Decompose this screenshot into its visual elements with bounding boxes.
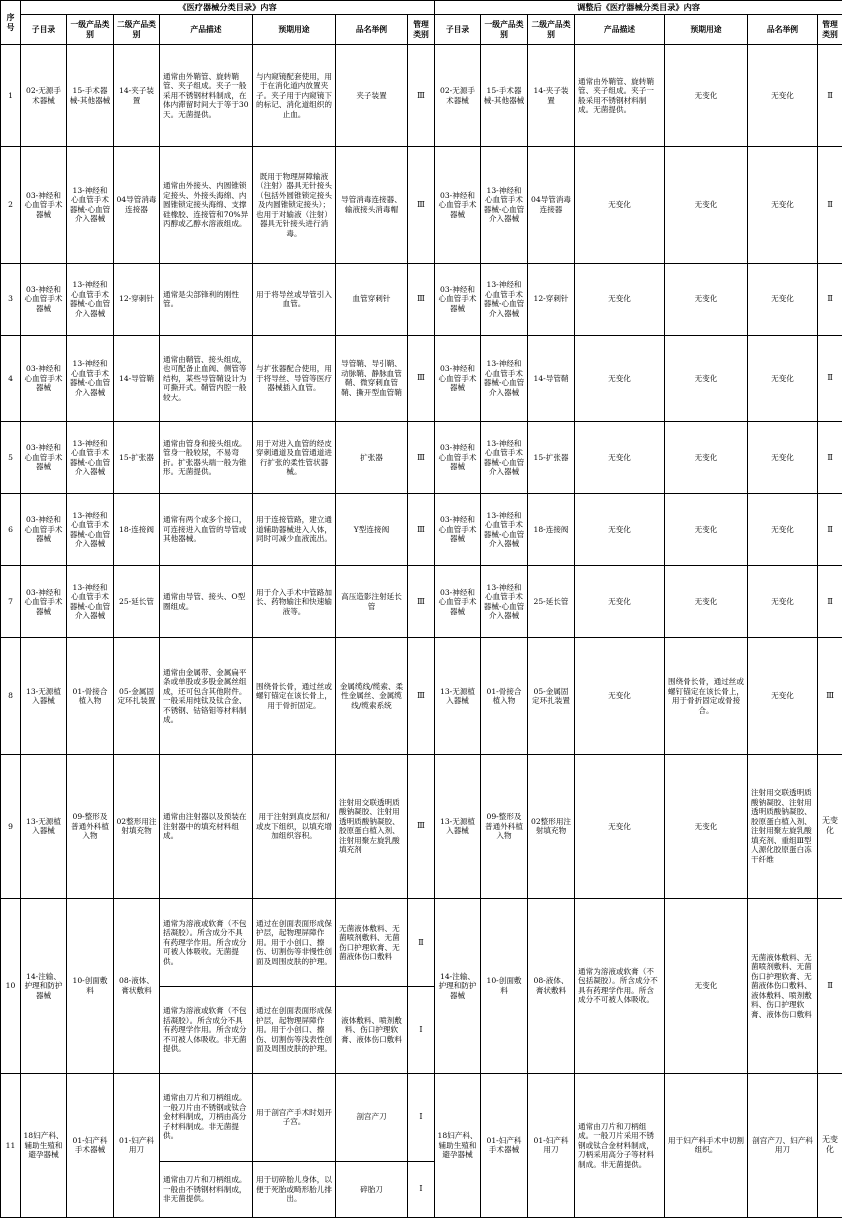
cell-sub-catalog: 13-无源植入器械: [21, 638, 67, 754]
cell-name-examples: 碎胎刀: [336, 1161, 408, 1217]
cell-intended-use: 通过在创面表面形成保护层，起物理屏障作用。用于小创口、擦伤、切割伤等非慢性创面及周围皮肤的护理。: [253, 899, 336, 987]
row-seq: 9: [1, 754, 21, 898]
cell-name-examples: 导管鞘、导引鞘、动脉鞘、静脉血管鞘、微穿刺血管鞘、撕开型血管鞘: [336, 335, 408, 421]
cell-intended-use: 用于连接管路，建立通道辅助器械进入人体，同时可减少血液流出。: [253, 494, 336, 566]
cell-adj-description: 通常由刀片和刀柄组成。一般刀片采用不锈钢或钛合金材料制成，刀柄采用高分子等材料制成。非无菌提供。: [575, 1073, 665, 1217]
cell-management-class: Ⅰ: [408, 987, 435, 1073]
cell-description: 通常由外接头、内圆锥锁定接头、外接头海绵、内圆锥锁定接头海绵、支撑硅橡胶、连接管和70%异丙醇或乙醇水溶液组成。: [160, 147, 253, 263]
cell-adj-level1-category: 10-创面敷料: [481, 899, 528, 1073]
cell-level1-category: 13-神经和心血管手术器械-心血管介入器械: [67, 566, 114, 638]
table-row: [1, 45, 842, 147]
cell-intended-use: 既用于物理屏障输液（注射）器具无针接头（包括外圆锥锁定接头及内圆锥锁定接头）；也用于对输液（注射）器具无针接头进行消毒。: [253, 147, 336, 263]
cell-management-class: Ⅰ: [408, 1073, 435, 1161]
cell-adj-sub-catalog: 03-神经和心血管手术器械: [435, 147, 481, 263]
header-level1-category: 一级产品类别: [67, 15, 114, 45]
cell-adj-management-class: Ⅱ: [818, 263, 842, 335]
cell-sub-catalog: 02-无源手术器械: [21, 45, 67, 147]
cell-adj-level1-category: 13-神经和心血管手术器械-心血管介入器械: [481, 566, 528, 638]
cell-level2-category: 25-延长管: [114, 566, 160, 638]
cell-adj-intended-use: 无变化: [665, 899, 748, 1073]
cell-adj-sub-catalog: 03-神经和心血管手术器械: [435, 494, 481, 566]
cell-name-examples: 扩张器: [336, 421, 408, 493]
header-adj-management-class: 管理类别: [818, 15, 842, 45]
cell-adj-level2-category: 14-导管鞘: [528, 335, 575, 421]
cell-intended-use: 用于对进入血管的经皮穿刺通道及血管通道进行扩张的柔性管状器械。: [253, 421, 336, 493]
cell-level2-category: 05-金属固定环扎装置: [114, 638, 160, 754]
cell-intended-use: 与内窥镜配套使用，用于在消化道内放置夹子。夹子用于内窥镜下的标记、消化道组织的止血。: [253, 45, 336, 147]
cell-description: 通常由外鞘管、旋转鞘管、夹子组成。夹子一般采用不锈钢材料制成，在体内滞留时间大于等于30天。无菌提供。: [160, 45, 253, 147]
cell-adj-sub-catalog: 13-无源植入器械: [435, 754, 481, 898]
header-adj-name-examples: 品名举例: [748, 15, 818, 45]
header-adj-sub-catalog: 子目录: [435, 15, 481, 45]
cell-name-examples: 高压造影注射延长管: [336, 566, 408, 638]
row-seq: 5: [1, 421, 21, 493]
cell-description: 通常是尖部锋利的刚性管。: [160, 263, 253, 335]
cell-adj-level2-category: 04导管消毒连接器: [528, 147, 575, 263]
cell-description: 通常有两个或多个接口，可连接进入血管的导管或其他器械。: [160, 494, 253, 566]
cell-level2-category: 12-穿刺针: [114, 263, 160, 335]
cell-management-class: Ⅲ: [408, 147, 435, 263]
cell-adj-level1-category: 01-妇产科手术器械: [481, 1073, 528, 1217]
cell-description: 通常由刀片和刀柄组成。一般由不锈钢材料制成，非无菌提供。: [160, 1161, 253, 1217]
cell-sub-catalog: 03-神经和心血管手术器械: [21, 494, 67, 566]
cell-adj-intended-use: 无变化: [665, 263, 748, 335]
header-sub-catalog: 子目录: [21, 15, 67, 45]
cell-adj-description: 无变化: [575, 754, 665, 898]
cell-adj-management-class: 无变化: [818, 754, 842, 898]
cell-level2-category: 01-妇产科用刀: [114, 1073, 160, 1217]
cell-sub-catalog: 03-神经和心血管手术器械: [21, 421, 67, 493]
cell-level1-category: 13-神经和心血管手术器械-心血管介入器械: [67, 494, 114, 566]
cell-adj-intended-use: 无变化: [665, 566, 748, 638]
cell-adj-name-examples: 无变化: [748, 494, 818, 566]
cell-level1-category: 13-神经和心血管手术器械-心血管介入器械: [67, 421, 114, 493]
header-seq: 序号: [1, 1, 21, 45]
cell-level1-category: 09-整形及普通外科植入物: [67, 754, 114, 898]
table-row: [1, 335, 842, 421]
cell-adj-management-class: Ⅱ: [818, 566, 842, 638]
cell-level1-category: 01-妇产科手术器械: [67, 1073, 114, 1217]
cell-adj-name-examples: 无变化: [748, 566, 818, 638]
table-row: [1, 494, 842, 566]
cell-adj-management-class: 无变化: [818, 1073, 842, 1217]
cell-adj-sub-catalog: 03-神经和心血管手术器械: [435, 263, 481, 335]
cell-adj-intended-use: 无变化: [665, 754, 748, 898]
cell-adj-sub-catalog: 03-神经和心血管手术器械: [435, 421, 481, 493]
cell-adj-level2-category: 25-延长管: [528, 566, 575, 638]
cell-adj-level1-category: 13-神经和心血管手术器械-心血管介入器械: [481, 421, 528, 493]
cell-adj-intended-use: 围绕骨长骨，通过丝或螺钉锚定在该长骨上，用于骨折固定或骨接合。: [665, 638, 748, 754]
cell-adj-level2-category: 15-扩张器: [528, 421, 575, 493]
cell-sub-catalog: 14-注输、护理和防护器械: [21, 899, 67, 1073]
cell-adj-name-examples: 无变化: [748, 147, 818, 263]
cell-adj-name-examples: 无变化: [748, 335, 818, 421]
header-adj-level2-category: 二级产品类别: [528, 15, 575, 45]
cell-management-class: Ⅲ: [408, 263, 435, 335]
row-seq: 2: [1, 147, 21, 263]
cell-description: 通常由注射器以及预装在注射器中的填充材料组成。: [160, 754, 253, 898]
cell-intended-use: 用于切碎胎儿身体，以便于死胎或畸形胎儿排出。: [253, 1161, 336, 1217]
cell-name-examples: 剖宫产刀: [336, 1073, 408, 1161]
cell-name-examples: Y型连接阀: [336, 494, 408, 566]
row-seq: 6: [1, 494, 21, 566]
cell-level2-category: 15-扩张器: [114, 421, 160, 493]
cell-description: 通常由刀片和刀柄组成。一般刀片由不锈钢或钛合金材料制成，刀柄由高分子材料制成。非无菌提供。: [160, 1073, 253, 1161]
cell-adj-management-class: Ⅱ: [818, 421, 842, 493]
cell-adj-sub-catalog: 03-神经和心血管手术器械: [435, 335, 481, 421]
cell-management-class: Ⅲ: [408, 494, 435, 566]
cell-adj-management-class: Ⅱ: [818, 899, 842, 1073]
cell-adj-level1-category: 13-神经和心血管手术器械-心血管介入器械: [481, 335, 528, 421]
cell-adj-description: 无变化: [575, 494, 665, 566]
cell-adj-description: 无变化: [575, 335, 665, 421]
cell-adj-management-class: Ⅱ: [818, 494, 842, 566]
cell-adj-level2-category: 14-夹子装置: [528, 45, 575, 147]
cell-adj-intended-use: 无变化: [665, 335, 748, 421]
header-level2-category: 二级产品类别: [114, 15, 160, 45]
cell-level1-category: 13-神经和心血管手术器械-心血管介入器械: [67, 263, 114, 335]
cell-name-examples: 夹子装置: [336, 45, 408, 147]
cell-management-class: Ⅲ: [408, 638, 435, 754]
cell-adj-level2-category: 05-金属固定环扎装置: [528, 638, 575, 754]
cell-management-class: Ⅱ: [408, 899, 435, 987]
cell-management-class: Ⅲ: [408, 566, 435, 638]
cell-adj-description: 无变化: [575, 421, 665, 493]
cell-intended-use: 与扩张器配合使用，用于将导丝、导管等医疗器械插入血管。: [253, 335, 336, 421]
cell-intended-use: 通过在创面表面形成保护层，起物理屏障作用。用于小创口、擦伤、切割伤等浅表性创面及周围皮肤的护理。: [253, 987, 336, 1073]
cell-adj-level1-category: 15-手术器械-其他器械: [481, 45, 528, 147]
table-row: [1, 1073, 842, 1161]
header-management-class: 管理类别: [408, 15, 435, 45]
cell-level1-category: 10-创面敷料: [67, 899, 114, 1073]
row-seq: 3: [1, 263, 21, 335]
cell-adj-description: 无变化: [575, 566, 665, 638]
cell-name-examples: 无菌液体敷料、无菌喷剂敷料、无菌伤口护理软膏、无菌液体伤口敷料: [336, 899, 408, 987]
cell-level2-category: 18-连接阀: [114, 494, 160, 566]
cell-adj-description: 无变化: [575, 147, 665, 263]
cell-level2-category: 08-液体、膏状敷料: [114, 899, 160, 1073]
header-adj-level1-category: 一级产品类别: [481, 15, 528, 45]
cell-adj-level2-category: 01-妇产科用刀: [528, 1073, 575, 1217]
row-seq: 4: [1, 335, 21, 421]
row-seq: 11: [1, 1073, 21, 1217]
table-row: [1, 263, 842, 335]
cell-adj-sub-catalog: 14-注输、护理和防护器械: [435, 899, 481, 1073]
cell-name-examples: 血管穿刺针: [336, 263, 408, 335]
cell-adj-sub-catalog: 03-神经和心血管手术器械: [435, 566, 481, 638]
cell-adj-level1-category: 13-神经和心血管手术器械-心血管介入器械: [481, 147, 528, 263]
header-name-examples: 品名举例: [336, 15, 408, 45]
row-seq: 10: [1, 899, 21, 1073]
cell-description: 通常由导管、接头、O型圈组成。: [160, 566, 253, 638]
cell-name-examples: 液体敷料、喷剂敷料、伤口护理软膏、液体伤口敷料: [336, 987, 408, 1073]
cell-description: 通常由管身和接头组成。管身一般较尿，不易弯折。扩张器头端一般为锥形。无菌提供。: [160, 421, 253, 493]
cell-adj-description: 通常为溶液或软膏（不包括凝胶）。所含成分不具有药理学作用。所含成分不可被人体吸收。: [575, 899, 665, 1073]
cell-adj-intended-use: 用于妇产科手术中切割组织。: [665, 1073, 748, 1217]
cell-name-examples: 金属缆线/缆索、柔性金属丝、金属缆线/缆索系统: [336, 638, 408, 754]
cell-sub-catalog: 03-神经和心血管手术器械: [21, 566, 67, 638]
cell-adj-sub-catalog: 02-无源手术器械: [435, 45, 481, 147]
header-adj-description: 产品描述: [575, 15, 665, 45]
cell-description: 通常由金属带、金属扁平条或单股或多股金属丝组成，还可包含其他附件。一般采用纯钛及钛合金、不锈钢、钴铬钼等材料制成。: [160, 638, 253, 754]
cell-level1-category: 13-神经和心血管手术器械-心血管介入器械: [67, 147, 114, 263]
cell-sub-catalog: 13-无源植入器械: [21, 754, 67, 898]
cell-adj-intended-use: 无变化: [665, 45, 748, 147]
cell-adj-level2-category: 08-液体、膏状敷料: [528, 899, 575, 1073]
cell-description: 通常由鞘管、接头组成，也可配备止血阀、侧管等结构，某些导管鞘设计为可撕开式。鞘管内腔一般较大。: [160, 335, 253, 421]
cell-adj-management-class: Ⅱ: [818, 335, 842, 421]
cell-adj-name-examples: 无菌液体敷料、无菌喷剂敷料、无菌伤口护理软膏、无菌液体伤口敷料、液体敷料、喷剂敷料、伤口护理软膏、液体伤口敷料: [748, 899, 818, 1073]
cell-adj-description: 无变化: [575, 638, 665, 754]
cell-adj-level1-category: 01-骨接合植入物: [481, 638, 528, 754]
cell-name-examples: 导管消毒连接器、输液接头消毒帽: [336, 147, 408, 263]
cell-adj-name-examples: 无变化: [748, 45, 818, 147]
cell-adj-name-examples: 剖宫产刀、妇产科用刀: [748, 1073, 818, 1217]
row-seq: 7: [1, 566, 21, 638]
cell-sub-catalog: 03-神经和心血管手术器械: [21, 147, 67, 263]
cell-adj-intended-use: 无变化: [665, 421, 748, 493]
cell-adj-management-class: Ⅱ: [818, 147, 842, 263]
cell-adj-level2-category: 18-连接阀: [528, 494, 575, 566]
table-row: [1, 754, 842, 898]
cell-sub-catalog: 03-神经和心血管手术器械: [21, 335, 67, 421]
cell-sub-catalog: 03-神经和心血管手术器械: [21, 263, 67, 335]
cell-level2-category: 04导管消毒连接器: [114, 147, 160, 263]
cell-level2-category: 14-夹子装置: [114, 45, 160, 147]
section-adjusted: 调整后《医疗器械分类目录》内容: [435, 1, 842, 15]
cell-level2-category: 02整形用注射填充物: [114, 754, 160, 898]
cell-adj-sub-catalog: 13-无源植入器械: [435, 638, 481, 754]
cell-description: 通常为溶液或软膏（不包括凝胶）。所含成分不具有药理学作用。所含成分可被人体吸收。无菌提供。: [160, 899, 253, 987]
cell-adj-level2-category: 12-穿刺针: [528, 263, 575, 335]
cell-adj-level1-category: 13-神经和心血管手术器械-心血管介入器械: [481, 494, 528, 566]
header-description: 产品描述: [160, 15, 253, 45]
cell-adj-name-examples: 无变化: [748, 421, 818, 493]
table-row: [1, 147, 842, 263]
cell-management-class: Ⅲ: [408, 335, 435, 421]
cell-level2-category: 14-导管鞘: [114, 335, 160, 421]
cell-adj-description: 通常由外鞘管、旋转鞘管、夹子组成。夹子一般采用不锈钢材料制成。无菌提供。: [575, 45, 665, 147]
cell-adj-management-class: Ⅲ: [818, 638, 842, 754]
cell-name-examples: 注射用交联透明质酸钠凝胶、注射用透明质酸钠凝胶、胶原蛋白植入剂、注射用聚左旋乳酸填充剂: [336, 754, 408, 898]
table-row: [1, 421, 842, 493]
cell-adj-level1-category: 09-整形及普通外科植入物: [481, 754, 528, 898]
cell-level1-category: 13-神经和心血管手术器械-心血管介入器械: [67, 335, 114, 421]
header-adj-intended-use: 预期用途: [665, 15, 748, 45]
cell-management-class: Ⅲ: [408, 754, 435, 898]
cell-intended-use: 围绕骨长骨，通过丝或螺钉锚定在该长骨上，用于骨折固定。: [253, 638, 336, 754]
cell-adj-name-examples: 注射用交联透明质酸钠凝胶、注射用透明质酸钠凝胶、胶原蛋白植入剂、注射用聚左旋乳酸填充剂、重组Ⅲ型人源化胶原蛋白冻干纤维: [748, 754, 818, 898]
cell-management-class: Ⅰ: [408, 1161, 435, 1217]
row-seq: 8: [1, 638, 21, 754]
cell-adj-intended-use: 无变化: [665, 494, 748, 566]
header-intended-use: 预期用途: [253, 15, 336, 45]
row-seq: 1: [1, 45, 21, 147]
cell-adj-name-examples: 无变化: [748, 638, 818, 754]
cell-intended-use: 用于将导丝或导管引入血管。: [253, 263, 336, 335]
cell-level1-category: 01-骨接合植入物: [67, 638, 114, 754]
cell-management-class: Ⅲ: [408, 45, 435, 147]
cell-adj-level2-category: 02整形用注射填充物: [528, 754, 575, 898]
cell-level1-category: 15-手术器械-其他器械: [67, 45, 114, 147]
cell-description: 通常为溶液或软膏（不包括凝胶）。所含成分不具有药理学作用。所含成分不可被人体吸收。非无菌提供。: [160, 987, 253, 1073]
table-row: [1, 899, 842, 987]
table-row: [1, 638, 842, 754]
cell-adj-level1-category: 13-神经和心血管手术器械-心血管介入器械: [481, 263, 528, 335]
cell-intended-use: 用于注射到真皮层和/或皮下组织，以填充增加组织容积。: [253, 754, 336, 898]
cell-adj-management-class: Ⅱ: [818, 45, 842, 147]
cell-adj-sub-catalog: 18妇产科、辅助生殖和避孕器械: [435, 1073, 481, 1217]
cell-management-class: Ⅲ: [408, 421, 435, 493]
cell-sub-catalog: 18妇产科、辅助生殖和避孕器械: [21, 1073, 67, 1217]
cell-intended-use: 用于剖宫产手术时划开子宫。: [253, 1073, 336, 1161]
cell-adj-intended-use: 无变化: [665, 147, 748, 263]
cell-adj-description: 无变化: [575, 263, 665, 335]
section-original: 《医疗器械分类目录》内容: [21, 1, 435, 15]
cell-intended-use: 用于介入手术中管路加长、药物输注和快速输液等。: [253, 566, 336, 638]
cell-adj-name-examples: 无变化: [748, 263, 818, 335]
table-row: [1, 566, 842, 638]
